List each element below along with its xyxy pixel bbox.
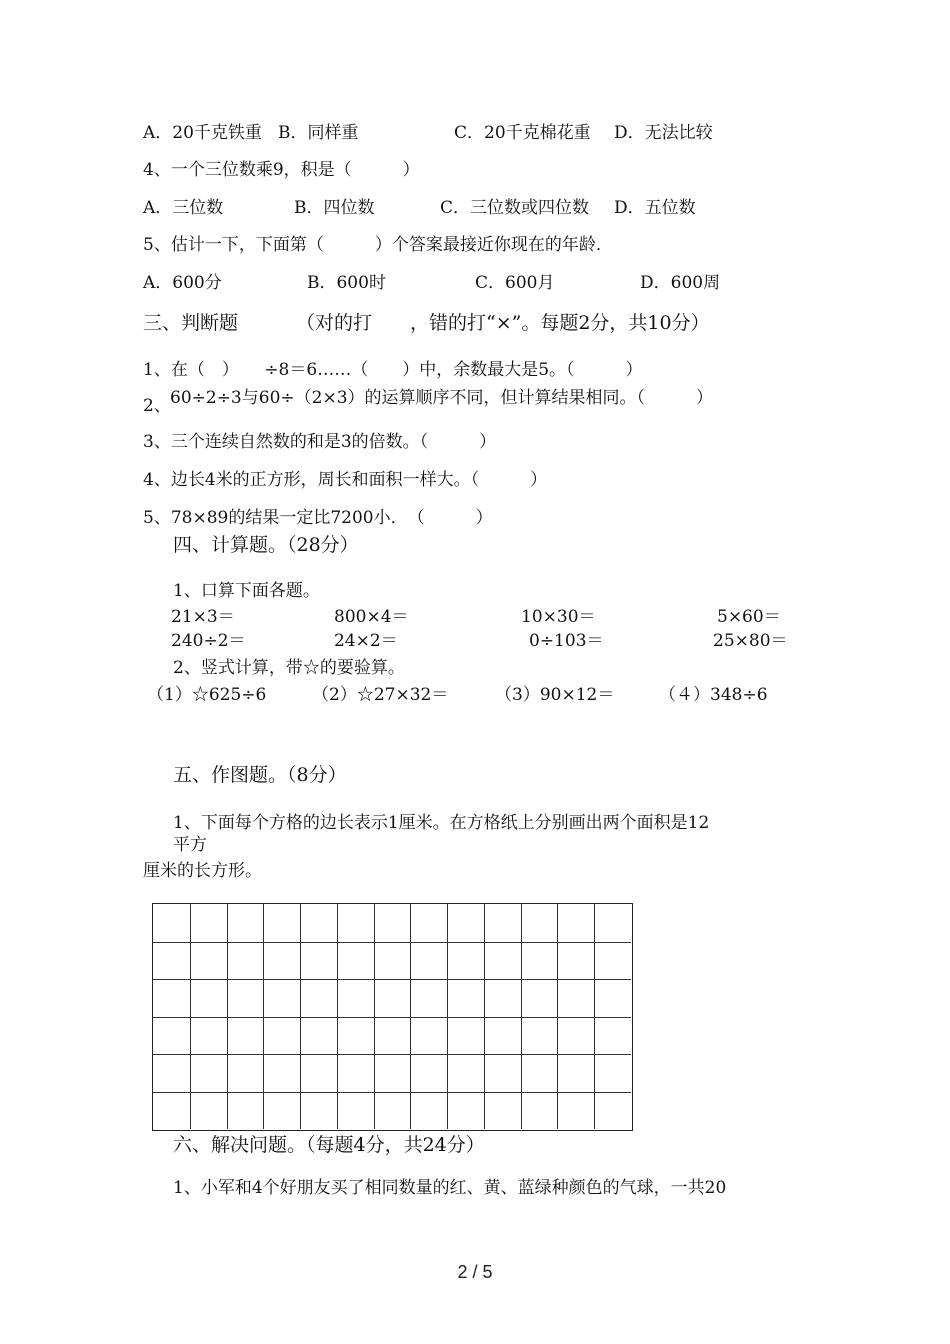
section3-instruction: （对的打 ，错的打“×”。每题2分，共10分） xyxy=(296,312,710,334)
section5-title: 五、作图题。（8分） xyxy=(173,764,347,786)
oral-r1-c1: 21×3＝ xyxy=(171,607,235,627)
judge-item-5: 5、78×89的结果一定比7200小． （ ） xyxy=(143,508,493,528)
grid-lines xyxy=(153,904,631,1129)
drawing-q1-line3: 厘米的长方形。 xyxy=(143,861,262,881)
q4-stem: 4、一个三位数乘9，积是（ ） xyxy=(143,160,420,180)
square-grid-paper[interactable] xyxy=(152,903,633,1131)
q3-option-d: D．无法比较 xyxy=(614,123,713,143)
oral-r1-c3: 10×30＝ xyxy=(521,607,596,627)
vertical-item-3: （3）90×12＝ xyxy=(495,685,615,705)
page-number: 2 / 5 xyxy=(457,1262,493,1282)
judge-item-4: 4、边长4米的正方形，周长和面积一样大。（ ） xyxy=(143,470,548,490)
judge-item-3: 3、三个连续自然数的和是3的倍数。（ ） xyxy=(143,432,497,452)
oral-calc-title: 1、口算下面各题。 xyxy=(173,581,320,601)
q4-option-c: C．三位数或四位数 xyxy=(440,198,590,218)
vertical-item-2: （2）☆27×32＝ xyxy=(312,685,449,705)
judge-item-2: 60÷2÷3与60÷（2×3）的运算顺序不同，但计算结果相同。（ ） xyxy=(170,388,714,408)
oral-r2-c3: 0÷103＝ xyxy=(529,631,604,651)
q4-option-a: A．三位数 xyxy=(143,198,224,218)
q5-stem: 5、估计一下，下面第（ ）个答案最接近你现在的年龄． xyxy=(143,235,613,255)
q5-option-a: A．600分 xyxy=(143,273,222,293)
judge-item-1: 1、在（ ） ÷8＝6……（ ）中，余数最大是5。（ ） xyxy=(143,360,643,380)
drawing-q1-line2: 平方 xyxy=(173,835,207,855)
section6-title: 六、解决问题。（每题4分，共24分） xyxy=(173,1134,485,1156)
oral-r2-c1: 240÷2＝ xyxy=(171,631,246,651)
q3-option-c: C．20千克棉花重 xyxy=(454,123,591,143)
vertical-calc-title: 2、竖式计算，带☆的要验算。 xyxy=(173,658,405,678)
q3-option-b: B．同样重 xyxy=(278,123,359,143)
section4-title: 四、计算题。（28分） xyxy=(173,534,359,556)
q4-option-d: D．五位数 xyxy=(614,198,696,218)
oral-r2-c4: 25×80＝ xyxy=(713,631,788,651)
q5-option-c: C．600月 xyxy=(475,273,555,293)
section3-title: 三、判断题 xyxy=(143,312,239,334)
judge-item-2-number: 2、 xyxy=(143,396,171,416)
problem-q1: 1、小军和4个好朋友买了相同数量的红、黄、蓝绿种颜色的气球，一共20 xyxy=(173,1178,727,1198)
vertical-item-1: （1）☆625÷6 xyxy=(147,685,267,705)
oral-r1-c4: 5×60＝ xyxy=(717,607,781,627)
q5-option-d: D．600周 xyxy=(640,273,721,293)
q3-option-a: A．20千克铁重 xyxy=(143,123,262,143)
oral-r2-c2: 24×2＝ xyxy=(334,631,398,651)
q5-option-b: B．600时 xyxy=(307,273,386,293)
drawing-q1-line1: 1、下面每个方格的边长表示1厘米。在方格纸上分别画出两个面积是12 xyxy=(173,813,710,833)
vertical-item-4: （４）348÷6 xyxy=(659,685,768,705)
q4-option-b: B．四位数 xyxy=(294,198,375,218)
oral-r1-c2: 800×4＝ xyxy=(334,607,409,627)
